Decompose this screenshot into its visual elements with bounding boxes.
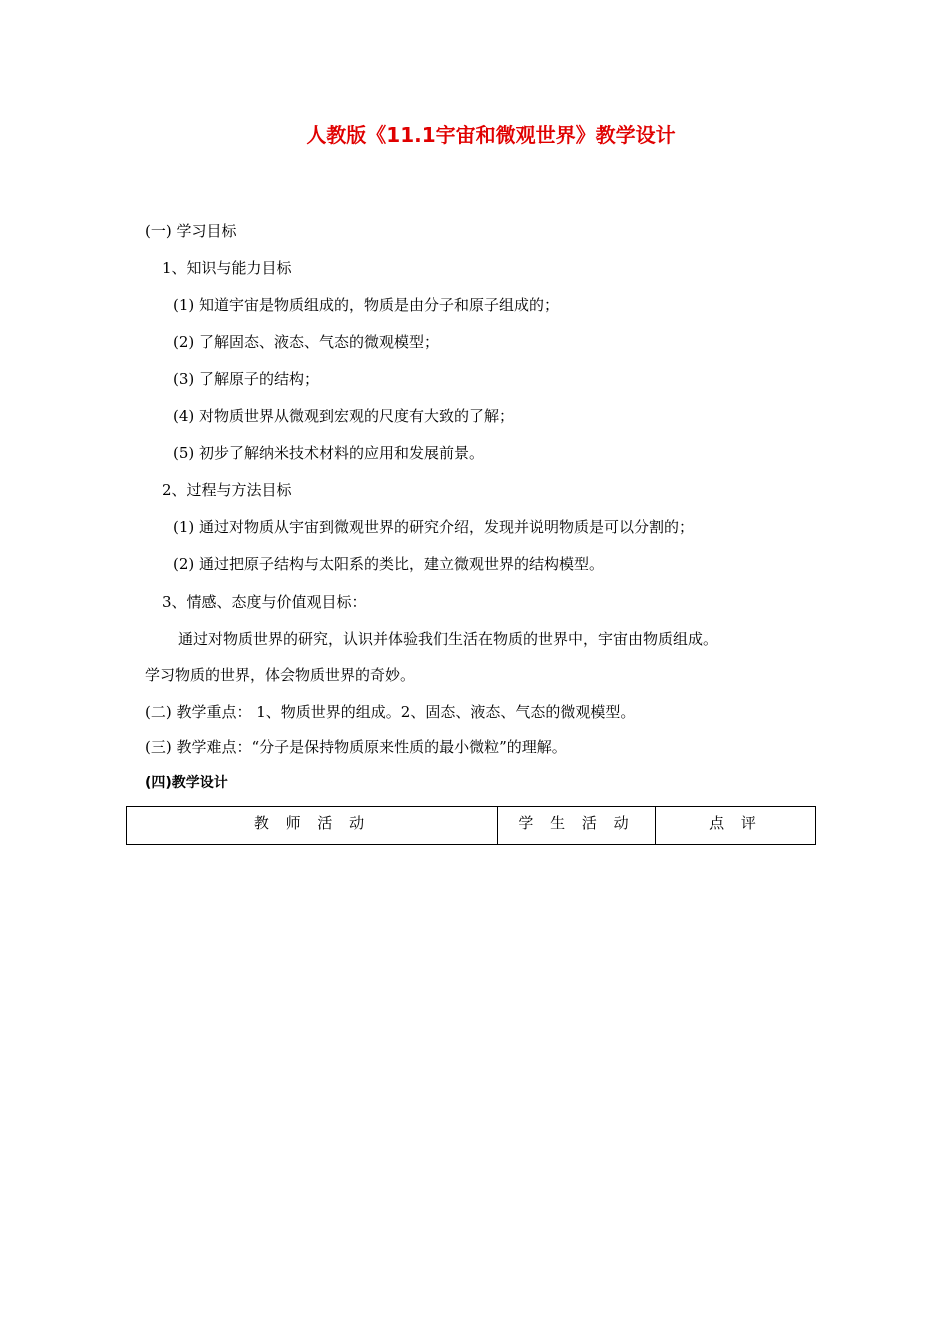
teaching-design-table bbox=[126, 806, 816, 845]
goal2-item: (1) 通过对物质从宇宙到微观世界的研究介绍，发现并说明物质是可以分割的； bbox=[173, 518, 695, 536]
teaching-design-heading: (四)教学设计 bbox=[145, 775, 228, 791]
teaching-difficulties: (三) 教学难点：“分子是保持物质原来性质的最小微粒”的理解。 bbox=[145, 738, 567, 756]
goal1-heading: 1、知识与能力目标 bbox=[162, 259, 292, 277]
table-header-comment: 点 评 bbox=[656, 807, 816, 845]
goal3-heading: 3、情感、态度与价值观目标： bbox=[162, 593, 367, 611]
goal3-paragraph-line: 学习物质的世界，体会物质世界的奇妙。 bbox=[145, 666, 416, 684]
goal1-item: (5) 初步了解纳米技术材料的应用和发展前景。 bbox=[173, 444, 485, 462]
goal1-item: (2) 了解固态、液态、气态的微观模型； bbox=[173, 333, 440, 351]
goal2-item: (2) 通过把原子结构与太阳系的类比，建立微观世界的结构模型。 bbox=[173, 555, 605, 573]
goal1-item: (1) 知道宇宙是物质组成的，物质是由分子和原子组成的； bbox=[173, 296, 560, 314]
goal1-item: (4) 对物质世界从微观到宏观的尺度有大致的了解； bbox=[173, 407, 515, 425]
document-title: 人教版《11.1宇宙和微观世界》教学设计 bbox=[306, 123, 676, 147]
table-header-teacher-activity: 教 师 活 动 bbox=[127, 807, 498, 845]
goal1-item: (3) 了解原子的结构； bbox=[173, 370, 320, 388]
goal3-paragraph-line: 通过对物质世界的研究，认识并体验我们生活在物质的世界中，宇宙由物质组成。 bbox=[178, 630, 719, 648]
table-header-student-activity: 学 生 活 动 bbox=[498, 807, 656, 845]
section-heading-learning-goals: (一) 学习目标 bbox=[145, 222, 237, 240]
teaching-key-points: (二) 教学重点： 1、物质世界的组成。2、固态、液态、气态的微观模型。 bbox=[145, 703, 636, 721]
table-header-row bbox=[127, 807, 816, 845]
goal2-heading: 2、过程与方法目标 bbox=[162, 481, 292, 499]
